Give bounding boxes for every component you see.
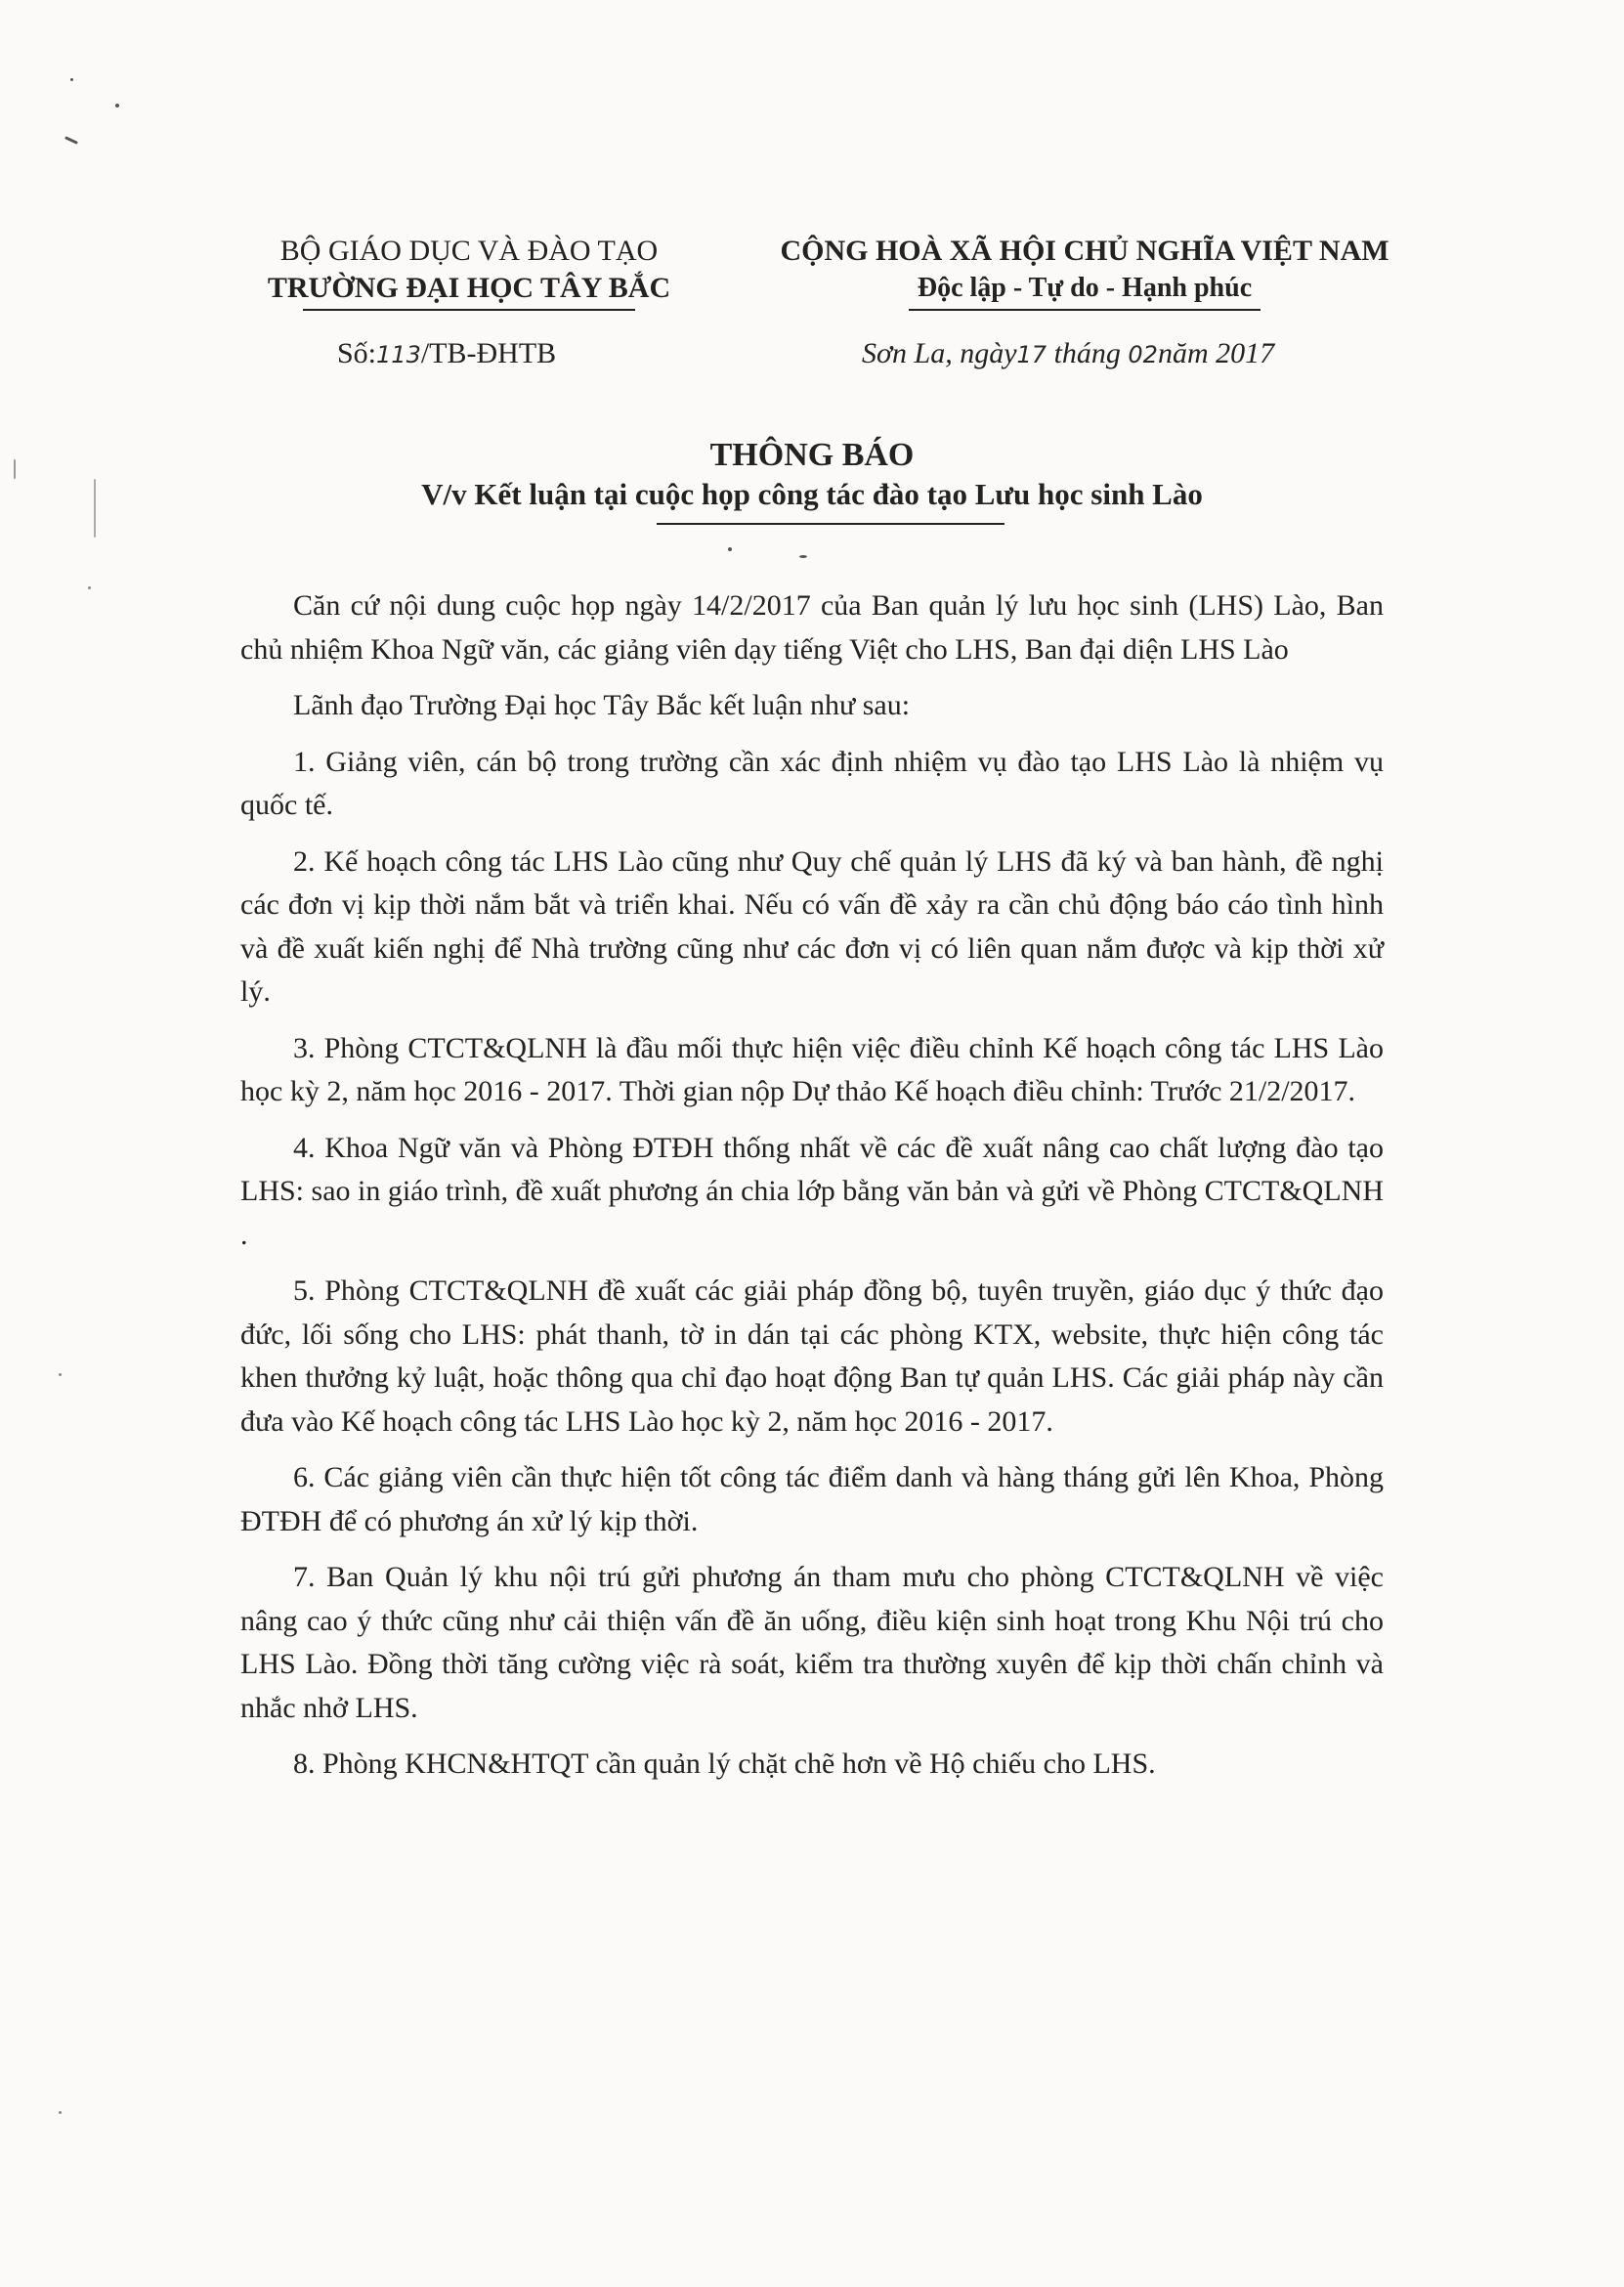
university-name: TRƯỜNG ĐẠI HỌC TÂY BẮC — [267, 272, 671, 304]
handwritten-month: 02 — [1128, 341, 1158, 368]
place-date — [862, 337, 1274, 370]
place-label: Sơn La, ngày — [862, 337, 1017, 369]
document-number — [337, 337, 556, 370]
body-paragraph: 1. Giảng viên, cán bộ trong trường cần xác định nhiệm vụ đào tạo LHS Lào là nhiệm vụ quốc tế. — [240, 745, 1384, 821]
document-title: THÔNG BÁO — [709, 437, 915, 473]
month-label: tháng — [1047, 337, 1129, 369]
body-paragraph: 7. Ban Quản lý khu nội trú gửi phương án tham mưu cho phòng CTCT&QLNH về việc nâng cao ý thức cũng như cải thiện vấn đề ăn uống, điều kiện sinh hoạt trong Khu Nội trú cho LHS Lào. Đồng thời tăng cường việc rà soát, kiểm tra thường xuyên để kịp thời chấn chỉnh và nhắc nhở LHS. — [240, 1561, 1384, 1724]
body-paragraph: 6. Các giảng viên cần thực hiện tốt công tác điểm danh và hàng tháng gửi lên Khoa, Phòng ĐTĐH để có phương án xử lý kịp thời. — [240, 1461, 1384, 1537]
scan-speck — [59, 2111, 62, 2114]
year-label: năm 2017 — [1157, 337, 1275, 369]
handwritten-day: 17 — [1016, 341, 1047, 368]
scan-speck — [59, 1373, 62, 1376]
scan-speck — [88, 586, 91, 589]
ministry-name: BỘ GIÁO DỤC VÀ ĐÀO TẠO — [279, 235, 659, 267]
scan-speck — [728, 547, 732, 551]
motto-underline — [909, 309, 1261, 311]
body-paragraph: Lãnh đạo Trường Đại học Tây Bắc kết luận như sau: — [293, 689, 911, 721]
nation-name: CỘNG HOÀ XÃ HỘI CHỦ NGHĨA VIỆT NAM — [780, 235, 1389, 267]
body-paragraph: 5. Phòng CTCT&QLNH đề xuất các giải pháp đồng bộ, tuyên truyền, giáo dục ý thức đạo đức, lối sống cho LHS: phát thanh, tờ in dán tại các phòng KTX, website, thực hiện công tác khen thưởng kỷ luật, hoặc thông qua chỉ đạo hoạt động Ban tự quản LHS. Các giải pháp này cần đưa vào Kế hoạch công tác LHS Lào học kỳ 2, năm học 2016 - 2017. — [240, 1274, 1384, 1438]
body-paragraph: Căn cứ nội dung cuộc họp ngày 14/2/2017 của Ban quản lý lưu học sinh (LHS) Lào, Ban chủ nhiệm Khoa Ngữ văn, các giảng viên dạy tiếng Việt cho LHS, Ban đại diện LHS Lào — [240, 589, 1384, 666]
issuer-header — [244, 233, 694, 311]
national-motto: Độc lập - Tự do - Hạnh phúc — [917, 273, 1253, 303]
body-paragraph: 8. Phòng KHCN&HTQT cần quản lý chặt chẽ hơn về Hộ chiếu cho LHS. — [293, 1748, 1156, 1780]
scan-speck — [115, 104, 119, 108]
scan-speck — [799, 555, 807, 558]
handwritten-number: 113 — [376, 341, 421, 368]
document-subject: V/v Kết luận tại cuộc họp công tác đào tạo Lưu học sinh Lào — [421, 477, 1203, 511]
document-body — [240, 584, 1384, 1799]
body-paragraph: 4. Khoa Ngữ văn và Phòng ĐTĐH thống nhất về các đề xuất nâng cao chất lượng đào tạo LHS: sao in giáo trình, đề xuất phương án chia lớp bằng văn bản và gửi về Phòng CTCT&QLNH . — [240, 1131, 1384, 1251]
scan-speck — [70, 78, 73, 81]
number-prefix: Số: — [337, 337, 377, 369]
national-header — [752, 233, 1417, 311]
number-suffix: /TB-ĐHTB — [420, 337, 557, 369]
scan-speck — [64, 136, 78, 145]
body-paragraph: 3. Phòng CTCT&QLNH là đầu mối thực hiện việc điều chỉnh Kế hoạch công tác LHS Lào học kỳ 2, năm học 2016 - 2017. Thời gian nộp Dự thảo Kế hoạch điều chỉnh: Trước 21/2/2017. — [240, 1031, 1384, 1107]
subject-underline — [657, 523, 1004, 525]
issuer-underline — [303, 309, 635, 311]
body-paragraph: 2. Kế hoạch công tác LHS Lào cũng như Quy chế quản lý LHS đã ký và ban hành, đề nghị các đơn vị kịp thời nắm bắt và triển khai. Nếu có vấn đề xảy ra cần chủ động báo cáo tình hình và đề xuất kiến nghị để Nhà trường cũng như các đơn vị có liên quan nắm được và kịp thời xử lý. — [240, 844, 1384, 1008]
